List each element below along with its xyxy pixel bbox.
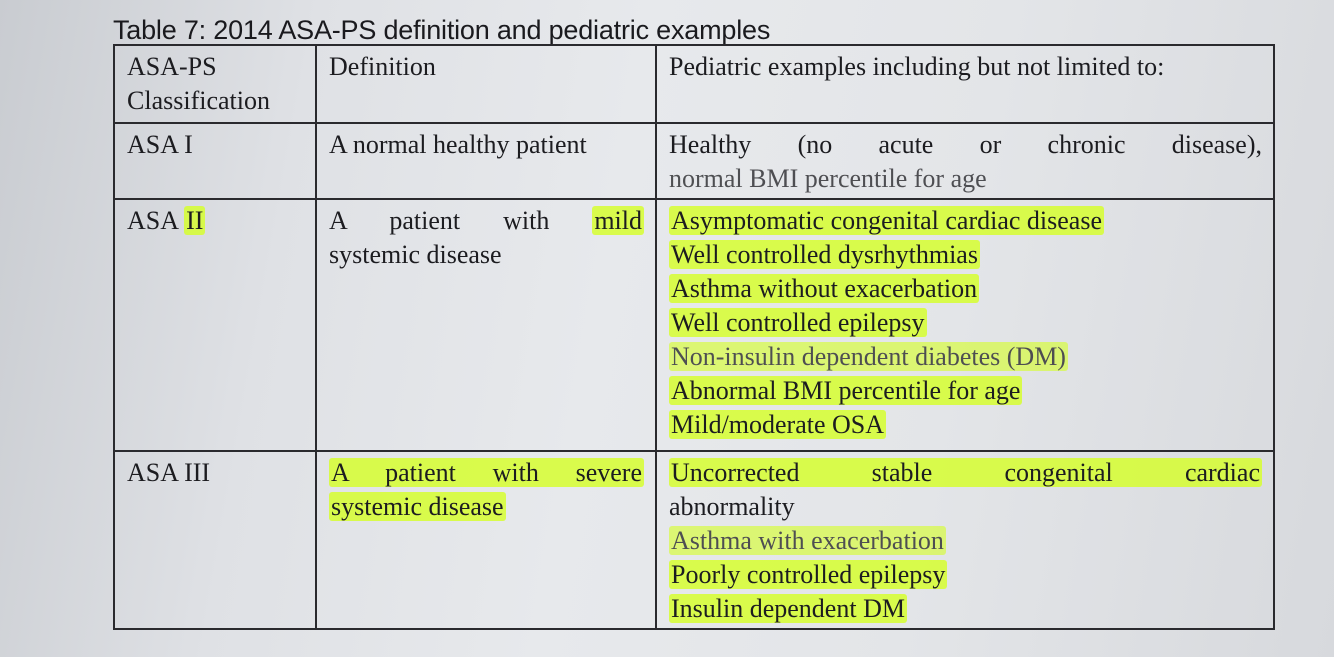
asa-3-example-1: abnormality bbox=[669, 492, 795, 521]
asa-1-definition bbox=[316, 123, 656, 199]
asa-2-classification-highlight: II bbox=[186, 206, 204, 235]
asa-2-classification bbox=[114, 199, 316, 451]
asa-3-example-3-text: Poorly controlled epilepsy bbox=[671, 560, 946, 589]
asa-1-classification-text: ASA I bbox=[127, 130, 193, 159]
table-row-asa-1 bbox=[114, 123, 1274, 199]
asa-2-example-4 bbox=[669, 340, 1262, 374]
asa-3-example-2 bbox=[669, 524, 1262, 558]
asa-2-example-3-text: Well controlled epilepsy bbox=[671, 308, 925, 337]
header-definition-text: Definition bbox=[329, 52, 436, 81]
header-examples bbox=[656, 45, 1274, 123]
asa-3-example-0-text: Uncorrected stable congenital cardiac bbox=[671, 458, 1260, 487]
asa-2-example-2-text: Asthma without exacerbation bbox=[671, 274, 978, 303]
header-classification-line2: Classification bbox=[127, 86, 270, 115]
header-classification-line1: ASA-PS bbox=[127, 52, 217, 81]
asa-3-example-2-text: Asthma with exacerbation bbox=[671, 526, 944, 555]
asa-1-example-0: Healthy (no acute or chronic disease), bbox=[669, 130, 1262, 159]
asa-1-definition-text: A normal healthy patient bbox=[329, 130, 587, 159]
asa-3-example-3 bbox=[669, 558, 1262, 592]
asa-3-definition-line1 bbox=[329, 456, 644, 490]
asa-2-example-0-text: Asymptomatic congenital cardiac disease bbox=[671, 206, 1103, 235]
asa-2-example-5-text: Abnormal BMI percentile for age bbox=[671, 376, 1021, 405]
asa-3-example-0 bbox=[669, 456, 1262, 490]
asa-3-definition bbox=[316, 451, 656, 629]
asa-2-example-2 bbox=[669, 272, 1262, 306]
asa-3-definition-line2-text: systemic disease bbox=[331, 492, 504, 521]
asa-3-examples bbox=[656, 451, 1274, 629]
asa-2-example-1 bbox=[669, 238, 1262, 272]
asa-3-classification bbox=[114, 451, 316, 629]
header-examples-text: Pediatric examples including but not limited to: bbox=[669, 52, 1165, 81]
asa-3-example-4-text: Insulin dependent DM bbox=[671, 594, 905, 623]
asa-2-definition-plain: A patient with bbox=[329, 206, 593, 235]
asa-2-example-3 bbox=[669, 306, 1262, 340]
asa-2-definition-line2: systemic disease bbox=[329, 240, 502, 269]
table-row-asa-3 bbox=[114, 451, 1274, 629]
header-classification bbox=[114, 45, 316, 123]
header-definition bbox=[316, 45, 656, 123]
asa-2-example-0 bbox=[669, 204, 1262, 238]
asa-2-examples bbox=[656, 199, 1274, 451]
table-header-row bbox=[114, 45, 1274, 123]
asa-2-classification-prefix: ASA bbox=[127, 206, 185, 235]
asa-2-example-5 bbox=[669, 374, 1262, 408]
table-row-asa-2 bbox=[114, 199, 1274, 451]
asa-3-example-4 bbox=[669, 592, 1262, 626]
asa-2-definition-line1 bbox=[329, 204, 644, 238]
asa-2-example-4-text: Non-insulin dependent diabetes (DM) bbox=[671, 342, 1066, 371]
asa-1-classification bbox=[114, 123, 316, 199]
asa-3-classification-text: ASA III bbox=[127, 458, 211, 487]
table-caption: Table 7: 2014 ASA-PS definition and pediatric examples bbox=[113, 15, 771, 45]
asa-2-example-1-text: Well controlled dysrhythmias bbox=[671, 240, 978, 269]
asa-1-examples bbox=[656, 123, 1274, 199]
asa-1-example-1: normal BMI percentile for age bbox=[669, 164, 987, 193]
asa-2-classification-text bbox=[127, 204, 304, 238]
asa-ps-table bbox=[113, 44, 1275, 630]
asa-3-definition-line2 bbox=[329, 490, 644, 524]
asa-2-example-6 bbox=[669, 408, 1262, 442]
asa-2-example-6-text: Mild/moderate OSA bbox=[671, 410, 885, 439]
asa-3-definition-line1-text: A patient with severe bbox=[331, 458, 642, 487]
asa-2-definition-highlight: mild bbox=[594, 206, 642, 235]
asa-2-definition bbox=[316, 199, 656, 451]
